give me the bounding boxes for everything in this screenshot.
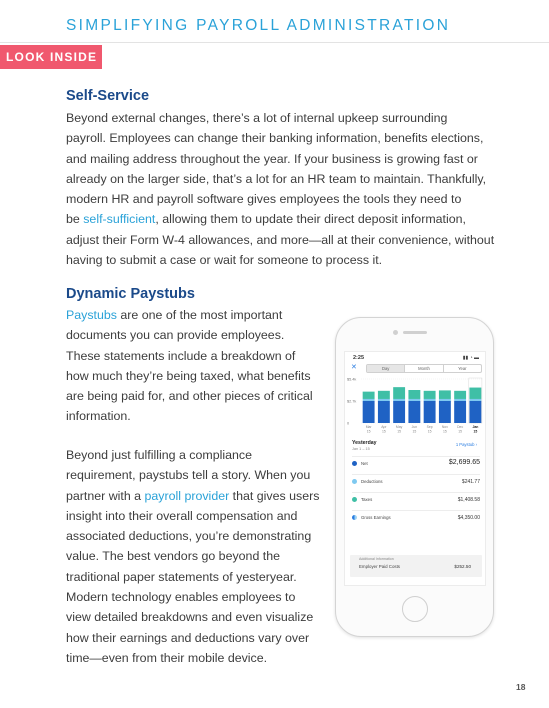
text-line: how their earnings and deductions vary over <box>66 630 310 645</box>
row-value: $4,350.00 <box>457 514 480 521</box>
row-value: $2,699.65 <box>448 459 480 466</box>
text-run: , allowing them to update their direct deposit information, <box>155 212 466 227</box>
bar-segment <box>393 387 405 399</box>
bar-segment <box>408 401 420 423</box>
tab-day[interactable]: Day <box>367 365 405 372</box>
bar-segment <box>454 399 466 401</box>
text-line: time—even from their mobile device. <box>66 650 268 665</box>
bar-segment <box>393 399 405 401</box>
phone-mockup <box>335 317 494 637</box>
y-tick-label: 0 <box>347 421 350 426</box>
bar-segment <box>378 401 390 423</box>
text-line: Beyond just fulfilling a compliance <box>66 448 252 462</box>
gross-earnings-dot-icon <box>352 515 357 520</box>
text-line: how much they’re being taxed, what benefits <box>66 368 311 383</box>
text-line: These statements include a breakdown of <box>66 348 296 363</box>
text-line: traditional paper statements of yesteryear. <box>66 569 297 584</box>
bar-segment <box>439 390 451 399</box>
x-tick-label-day: 15 <box>397 429 402 434</box>
look-inside-tag: LOOK INSIDE <box>0 45 102 69</box>
text-line: Beyond external changes, there’s a lot of internal upkeep surrounding <box>66 111 448 125</box>
x-tick-label-day: 15 <box>442 429 447 434</box>
period-segmented-control <box>366 364 482 373</box>
self-sufficient-link[interactable]: self-sufficient <box>83 212 156 227</box>
bar-segment <box>378 399 390 401</box>
bar-segment <box>439 399 451 401</box>
text-line: insight into their overall compensation and <box>66 508 298 523</box>
net-dot-icon <box>352 461 357 466</box>
row-label: Net <box>361 461 368 466</box>
text-line: already on the larger side, that’s a lot for an HR team to maintain. Thankfully, <box>66 171 487 186</box>
text-line: Modern technology enables employees to <box>66 590 296 605</box>
x-tick-label-month: Mar <box>365 425 372 429</box>
paystubs-paragraph-2 <box>66 445 328 668</box>
status-icons: ▮▮ ◔ ▬ <box>462 355 479 361</box>
text-line: payroll. Employees can change their banking information, benefits elections, <box>66 131 484 146</box>
row-value: $1,408.58 <box>457 496 480 503</box>
bar-segment <box>424 391 436 399</box>
bar-segment <box>469 399 481 401</box>
tab-month[interactable]: Month <box>405 365 443 372</box>
employer-paid-costs-value: $252.50 <box>454 564 471 569</box>
x-tick-label-month: Sep <box>426 425 433 429</box>
x-tick-label-day: 15 <box>412 429 417 434</box>
taxes-row[interactable] <box>352 492 480 506</box>
bar-segment <box>454 401 466 423</box>
row-label: Taxes <box>361 497 373 502</box>
text-run: partner with a <box>66 488 145 503</box>
employer-paid-costs-label: Employer Paid Costs <box>359 564 400 569</box>
bar-segment <box>408 399 420 401</box>
paystubs-link[interactable]: Paystubs <box>66 308 117 322</box>
text-run: are one of the most important <box>116 308 283 322</box>
x-tick-label-month: Dec <box>457 425 464 429</box>
bar-segment <box>363 401 375 423</box>
y-tick-label: $2.7k <box>347 399 357 404</box>
x-tick-label-day: 15 <box>427 429 432 434</box>
phone-speaker <box>403 331 427 334</box>
text-run: be <box>66 212 84 227</box>
section-title-dynamic-paystubs: Dynamic Paystubs <box>66 286 195 302</box>
x-tick-label-month: Jun <box>411 425 418 429</box>
bar-segment <box>439 401 451 423</box>
net-row[interactable] <box>352 456 480 470</box>
text-line <box>66 305 328 325</box>
y-tick-label: $5.4k <box>347 377 357 382</box>
deductions-dot-icon <box>352 479 357 484</box>
header-divider <box>0 42 549 43</box>
x-tick-label-day: 15 <box>458 429 463 434</box>
phone-screen <box>344 351 486 586</box>
x-tick-label-month: Apr <box>381 425 387 429</box>
page-number: 18 <box>516 682 526 692</box>
phone-camera <box>393 330 398 335</box>
bar-segment <box>469 388 481 399</box>
deductions-row[interactable] <box>352 474 480 488</box>
text-line: adjust their Form W-4 allowances, and more—all at their convenience, without <box>66 232 495 247</box>
page-header-title: SIMPLIFYING PAYROLL ADMINISTRATION <box>66 17 451 34</box>
x-tick-label-day: 15 <box>381 429 386 434</box>
bar-segment <box>363 392 375 399</box>
text-line: modern HR and payroll software gives employees the tools they need to <box>66 192 462 207</box>
bar-segment <box>408 390 420 399</box>
bar-segment <box>393 401 405 423</box>
text-line: are being paid for, and other pieces of critical <box>66 389 313 404</box>
tab-year[interactable]: Year <box>458 366 467 371</box>
text-line: information. <box>66 409 131 424</box>
paystub-history-chart <box>345 375 486 437</box>
x-tick-label-month: Nov <box>441 425 448 429</box>
paystub-link[interactable]: 1 Paystub › <box>455 442 477 447</box>
gross-earnings-row[interactable] <box>352 510 480 524</box>
self-service-paragraph <box>66 108 506 270</box>
additional-info-title: Additional Information <box>359 557 394 561</box>
bar-segment <box>378 391 390 399</box>
text-line: documents you can provide employees. <box>66 328 285 343</box>
summary-date-range: Jan 1 – 15 <box>352 447 370 451</box>
text-line: requirement, paystubs tell a story. When you <box>66 468 311 483</box>
text-line: view detailed breakdowns and even visualize <box>66 610 314 625</box>
row-label: Gross Earnings <box>361 515 391 520</box>
x-tick-label-month: Jan <box>472 425 479 429</box>
x-tick-label-day: 15 <box>366 429 371 434</box>
bar-segment <box>469 401 481 423</box>
paystubs-paragraph-1 <box>66 305 328 427</box>
payroll-provider-link[interactable]: payroll provider <box>144 488 230 503</box>
status-time: 2:25 <box>353 355 365 361</box>
text-line <box>66 209 506 229</box>
bar-segment <box>363 399 375 401</box>
row-value: $241.77 <box>461 478 480 485</box>
text-run: that gives users <box>229 488 320 503</box>
text-line: and mailing address throughout the year. If your business is growing fast or <box>66 151 478 166</box>
bar-segment <box>454 391 466 399</box>
text-line <box>66 486 328 506</box>
x-tick-label-day: 15 <box>473 429 478 434</box>
bar-segment <box>424 399 436 401</box>
x-tick-label-month: May <box>395 425 403 429</box>
close-icon[interactable]: ✕ <box>351 364 357 371</box>
section-title-self-service: Self-Service <box>66 88 150 104</box>
bar-segment <box>424 401 436 423</box>
text-line: value. The best vendors go beyond the <box>66 549 281 564</box>
phone-home-button <box>402 596 428 622</box>
taxes-dot-icon <box>352 497 357 502</box>
summary-title: Yesterday <box>352 440 377 446</box>
row-label: Deductions <box>361 479 383 484</box>
text-line: associated deductions, you’re demonstrating <box>66 529 312 544</box>
text-line: having to submit a case or wait for someone to process it. <box>66 253 383 268</box>
